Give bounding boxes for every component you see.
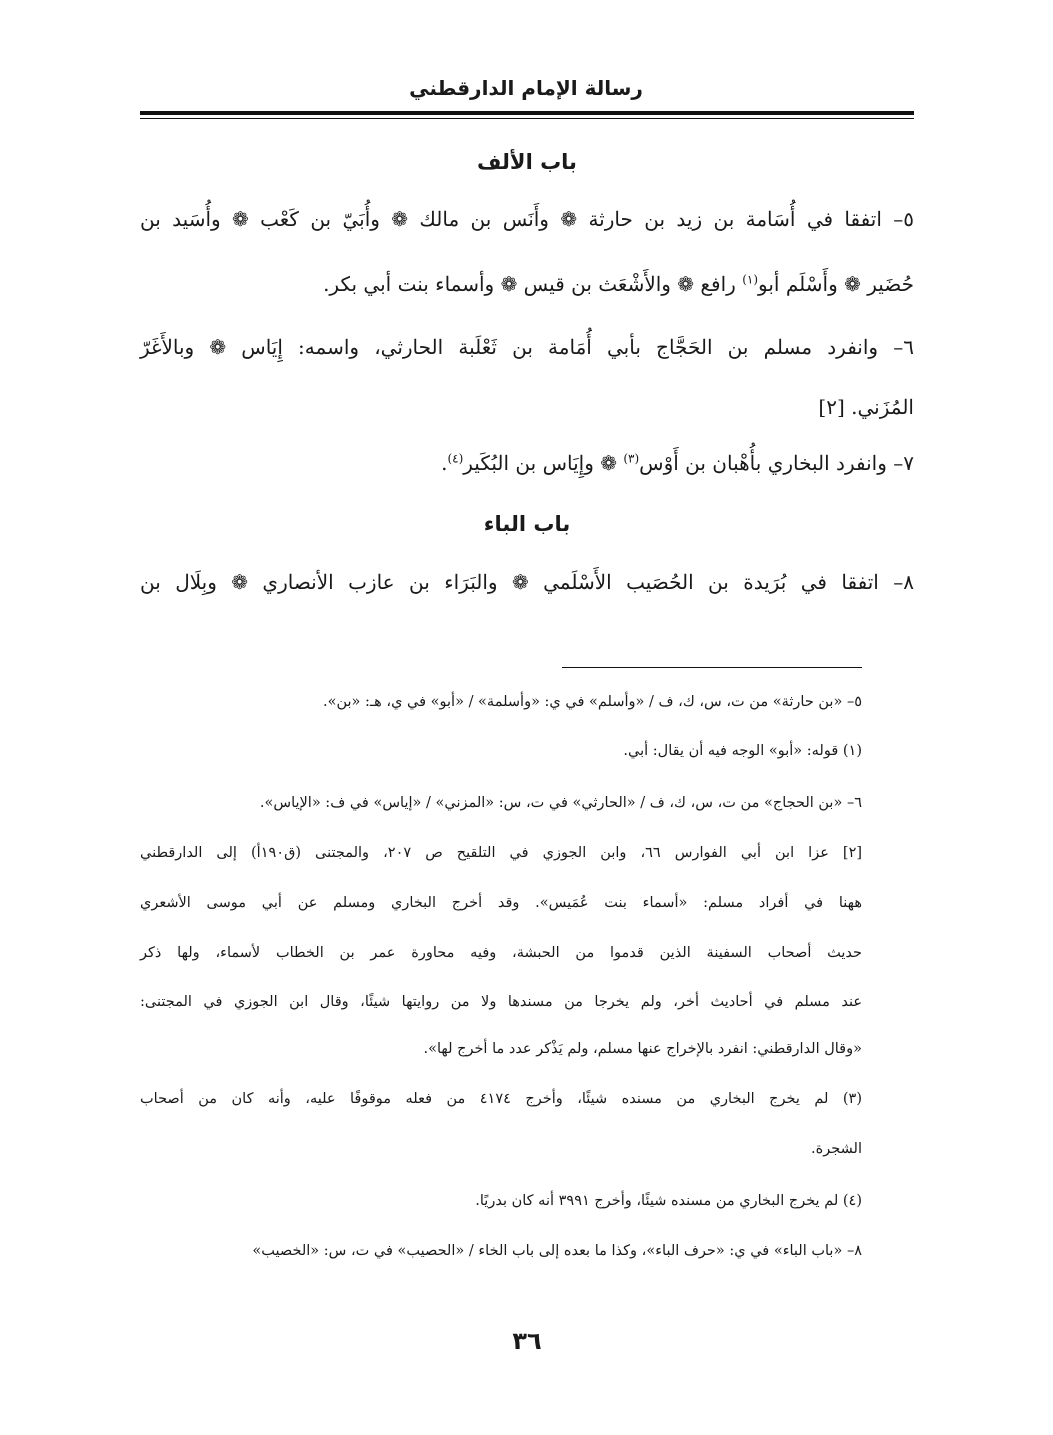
running-header-title: رسالة الإمام الدارقطني [409, 76, 643, 100]
footnote-line: ٦– «بن الحجاج» من ت، س، ك، ف / «الحارثي» في ت، س: «المزني» / «إياس» في ف: «الإياس». [259, 795, 862, 811]
entry-7-mid: ❁ وإِيَاس بن البُكَير [463, 451, 624, 475]
entry-8-line-1: ٨– اتفقا في بُرَيدة بن الحُصَيب الأَسْلَمي ❁ والبَرَاء بن عازب الأنصاري ❁ وبِلَال بن [140, 570, 914, 594]
entry-7-head: ٧– وانفرد البخاري بأُهْبان بن أَوْس [639, 451, 914, 475]
entry-5-line-1: ٥– اتفقا في أُسَامة بن زيد بن حارثة ❁ وأَنَس بن مالك ❁ وأُبَيّ بن كَعْب ❁ وأُسَيد بن [140, 207, 914, 231]
entry-6-line-1: ٦– وانفرد مسلم بن الحَجَّاج بأبي أُمَامة بن ثَعْلَبة الحارثي، واسمه: إِيَاس ❁ وبالأَغَرّ [140, 335, 914, 359]
footnote-line: حديث أصحاب السفينة الذين قدموا من الحبشة، وفيه محاورة عمر بن الخطاب لأسماء، ولها ذكر [140, 945, 862, 961]
section-title-ba: باب الباء [483, 512, 571, 536]
entry-5-line-2-head: حُضَير ❁ وأَسْلَم أبو [758, 272, 914, 296]
footnote-line: ههنا في أفراد مسلم: «أسماء بنت عُمَيس». وقد أخرج البخاري ومسلم عن أبي موسى الأشعري [140, 895, 862, 911]
entry-6-line-2: المُزَني. [٢] [818, 395, 914, 419]
footnote-line: الشجرة. [811, 1141, 862, 1157]
footnote-line: [٢] عزا ابن أبي الفوارس ٦٦، وابن الجوزي في التلقيح ص ٢٠٧، والمجتنى (ق١٩٠أ) إلى الدارقطني [140, 845, 863, 861]
note-mark-3: (٣) [623, 451, 640, 466]
header-rule-thin [140, 118, 914, 119]
footnote-line: «وقال الدارقطني: انفرد بالإخراج عنها مسلم، ولم يَذْكر عدد ما أخرج لها». [423, 1041, 862, 1057]
footnote-line: عند مسلم في أحاديث أخر، ولم يخرجا من مسندها ولا من روايتها شيئًا، وقال ابن الجوزي في المجتنى: [140, 994, 862, 1010]
entry-7-end: . [441, 451, 448, 475]
note-mark-4: (٤) [447, 451, 464, 466]
entry-5-line-2-tail: رافع ❁ والأَشْعَث بن قيس ❁ وأسماء بنت أبي بكر. [323, 272, 743, 296]
section-title-alif: باب الألف [477, 150, 577, 174]
note-mark-1: (١) [742, 272, 759, 287]
entry-7-line [140, 441, 914, 485]
footnote-line: ٨– «باب الباء» في ي: «حرف الباء»، وكذا ما بعده إلى باب الخاء / «الحصيب» في ت، س: «الخصيب» [252, 1243, 862, 1259]
header-rule-thick [140, 111, 914, 115]
entry-5-line-2 [140, 262, 914, 306]
footnote-line: (٣) لم يخرج البخاري من مسنده شيئًا، وأخرج ٤١٧٤ من فعله موقوفًا عليه، وأنه كان من أصحاب [140, 1091, 862, 1107]
footnote-line: ٥– «بن حارثة» من ت، س، ك، ف / «وأسلم» في ي: «وأسلمة» / «أبو» في ي، هـ: «بن». [322, 694, 862, 710]
footnote-line: (١) قوله: «أبو» الوجه فيه أن يقال: أبي. [623, 743, 862, 759]
page-number: ٣٦ [512, 1327, 542, 1355]
footnote-line: (٤) لم يخرج البخاري من مسنده شيئًا، وأخرج ٣٩٩١ أنه كان بدريًا. [475, 1193, 862, 1209]
footnote-separator [562, 667, 862, 668]
